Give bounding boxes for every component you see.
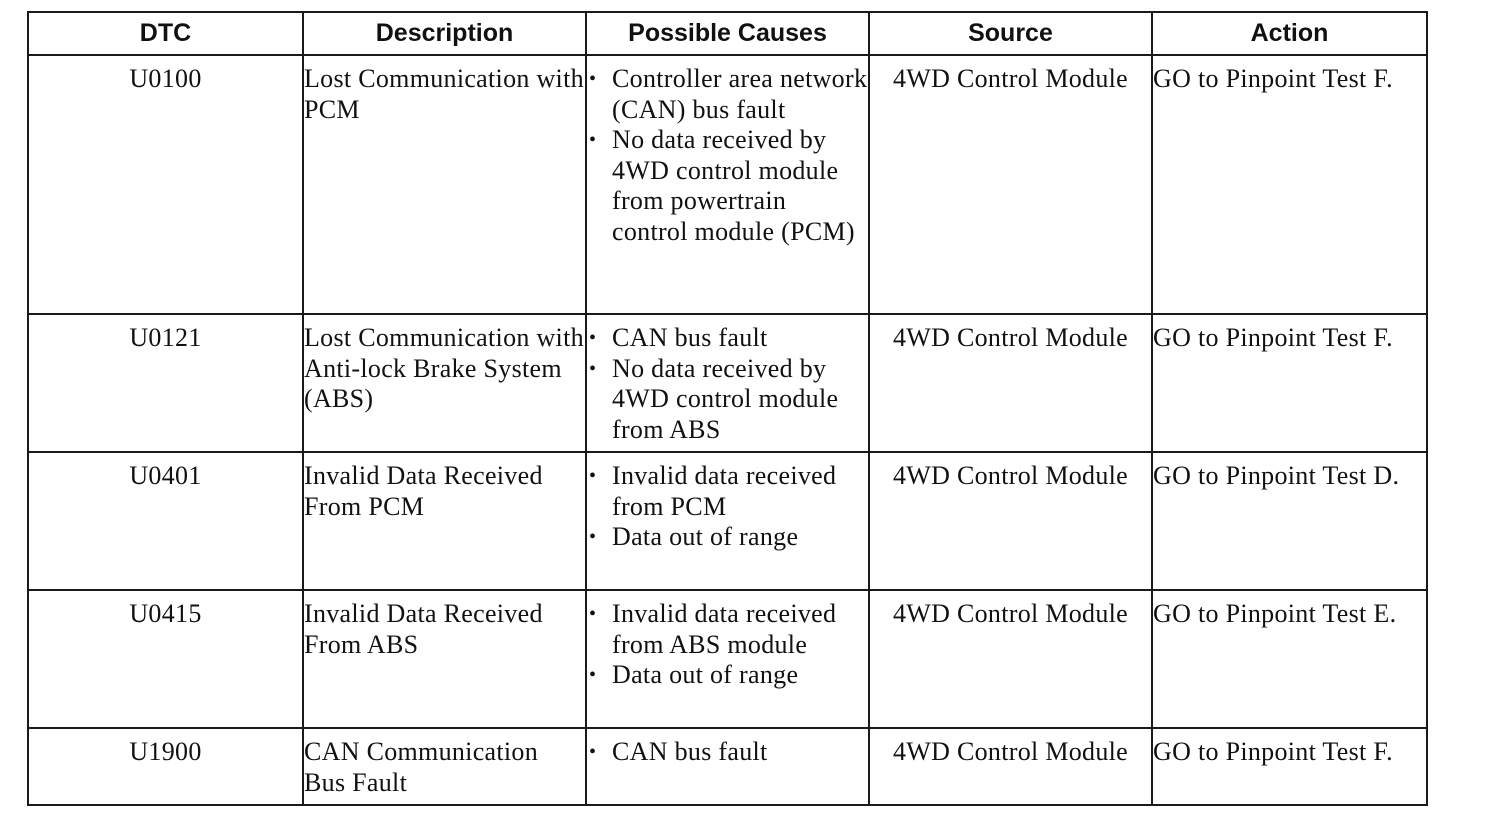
table-row <box>28 590 1427 728</box>
cause-item <box>587 660 868 691</box>
cause-text: Invalid data received from PCM <box>612 461 837 521</box>
causes-list <box>587 737 868 768</box>
dtc-code-cell: U0100 <box>28 55 303 314</box>
cause-item <box>587 737 868 768</box>
source-cell: 4WD Control Module <box>869 590 1152 728</box>
bullet-icon: • <box>589 465 597 487</box>
source-cell: 4WD Control Module <box>869 314 1152 452</box>
description-cell: Invalid Data Received From PCM <box>303 452 586 590</box>
causes-list <box>587 64 868 247</box>
cause-text: No data received by 4WD control module from ABS <box>612 353 839 444</box>
dtc-code-cell: U1900 <box>28 728 303 805</box>
cause-item <box>587 323 868 354</box>
header-possible-causes: Possible Causes <box>586 12 869 55</box>
cause-text: CAN bus fault <box>612 737 768 766</box>
cause-item <box>587 461 868 522</box>
possible-causes-cell <box>586 452 869 590</box>
action-text: GO to Pinpoint Test E. <box>1153 599 1397 628</box>
dtc-code-cell: U0121 <box>28 314 303 452</box>
description-cell: Invalid Data Received From ABS <box>303 590 586 728</box>
possible-causes-cell <box>586 314 869 452</box>
table-row <box>28 55 1427 314</box>
bullet-icon: • <box>589 526 597 548</box>
source-cell: 4WD Control Module <box>869 55 1152 314</box>
cause-text: Invalid data received from ABS module <box>612 599 837 659</box>
action-text: GO to Pinpoint Test F. <box>1153 64 1393 93</box>
cause-text: Controller area network (CAN) bus fault <box>612 64 868 124</box>
action-cell <box>1152 728 1427 805</box>
possible-causes-cell <box>586 55 869 314</box>
header-action: Action <box>1152 12 1427 55</box>
action-text: GO to Pinpoint Test F. <box>1153 737 1393 766</box>
cause-text: Data out of range <box>612 522 799 551</box>
source-cell: 4WD Control Module <box>869 728 1152 805</box>
cause-text: CAN bus fault <box>612 323 768 352</box>
description-cell: CAN Communication Bus Fault <box>303 728 586 805</box>
possible-causes-cell <box>586 728 869 805</box>
dtc-code-cell: U0401 <box>28 452 303 590</box>
bullet-icon: • <box>589 741 597 763</box>
causes-list <box>587 599 868 691</box>
source-cell: 4WD Control Module <box>869 452 1152 590</box>
action-cell <box>1152 590 1427 728</box>
description-cell: Lost Communication with Anti-lock Brake System (ABS) <box>303 314 586 452</box>
table-row <box>28 314 1427 452</box>
dtc-table <box>27 11 1428 806</box>
bullet-icon: • <box>589 664 597 686</box>
bullet-icon: • <box>589 68 597 90</box>
bullet-icon: • <box>589 129 597 151</box>
action-cell <box>1152 55 1427 314</box>
cause-item <box>587 64 868 125</box>
cause-item <box>587 522 868 553</box>
header-source: Source <box>869 12 1152 55</box>
header-description: Description <box>303 12 586 55</box>
action-cell <box>1152 314 1427 452</box>
action-text: GO to Pinpoint Test D. <box>1153 461 1400 490</box>
cause-item <box>587 354 868 446</box>
header-dtc: DTC <box>28 12 303 55</box>
cause-text: No data received by 4WD control module from powertrain control module (PCM) <box>612 125 855 246</box>
table-row <box>28 452 1427 590</box>
description-cell: Lost Communication with PCM <box>303 55 586 314</box>
dtc-code-cell: U0415 <box>28 590 303 728</box>
possible-causes-cell <box>586 590 869 728</box>
bullet-icon: • <box>589 603 597 625</box>
cause-item <box>587 599 868 660</box>
action-text: GO to Pinpoint Test F. <box>1153 323 1393 352</box>
bullet-icon: • <box>589 327 597 349</box>
bullet-icon: • <box>589 357 597 380</box>
table-row <box>28 728 1427 805</box>
header-row <box>28 12 1427 55</box>
causes-list <box>587 323 868 445</box>
cause-item <box>587 125 868 247</box>
cause-text: Data out of range <box>612 660 799 689</box>
causes-list <box>587 461 868 553</box>
action-cell <box>1152 452 1427 590</box>
